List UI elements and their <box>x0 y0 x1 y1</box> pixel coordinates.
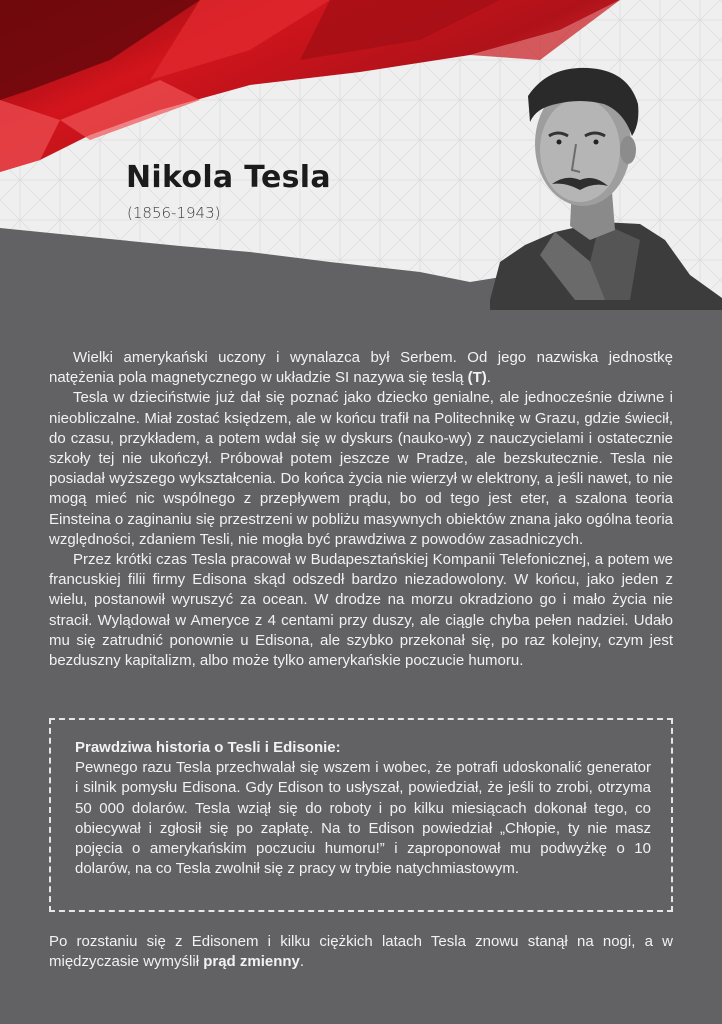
anecdote-box <box>49 718 673 912</box>
outro-section <box>49 932 673 972</box>
anecdote-text: Pewnego razu Tesla przechwalał się wszem i wobec, że potrafi udoskonalić generator i silnik pomysłu Edisona. Gdy Edison to usłyszał, powiedział, że jeśli to zrobi, otrzyma 50 000 dolarów. Tesla wziął się do roboty i po kilku miesiącach dokonał tego, co obiecywał i zgłosił się po zapłatę. Na to Edison powiedział „Chłopie, ty nie masz pojęcia o amerykańskim poczuciu humoru!” i zaproponował mu podwyżkę o 10 dolarów, na co Tesla zwolnił się z pracy w trybie natychmiastowym. <box>75 759 651 878</box>
life-years: (1856-1943) <box>127 204 221 222</box>
intro-paragraph-3: Przez krótki czas Tesla pracował w Budapesztańskiej Kompanii Telefonicznej, a potem we francuskiej filii firmy Edisona skąd odszedł bardzo niezadowolony. W końcu, jako jeden z wielu, postanowił wyruszyć za ocean. W drodze na morzu okradziono go i mało życia nie stracił. Wylądował w Ameryce z 4 centami przy duszy, ale ciągle chyba pełen nadziei. Udało mu się zatrudnić ponownie u Edisona, ale szybko przekonał się, po raz kolejny, czym jest bezduszny kapitalizm, albo może tylko amerykańskie poczucie humoru. <box>49 551 673 670</box>
highlight-term: prąd zmienny <box>203 953 300 971</box>
anecdote-title: Prawdziwa historia o Tesli i Edisonie: <box>75 739 341 756</box>
header-background <box>0 0 722 320</box>
outro-paragraph: Po rozstaniu się z Edisonem i kilku ciężkich latach Tesla znowu stanął na nogi, a w międzyczasie wymyślił prąd zmienny. <box>49 933 673 971</box>
intro-paragraph-2: Tesla w dzieciństwie już dał się poznać jako dziecko genialne, ale jednocześnie dziwne i nieobliczalne. Miał zostać księdzem, ale w końcu trafił na Politechnikę w Grazu, gdzie świecił, do czasu, przykładem, a potem wdał się w dyskurs (nauko-wy) z nauczycielami i ostatecznie szkoły tej nie ukończył. Próbował potem jeszcze w Pradze, ale bezskutecznie. Tesla nie posiadał wyższego wykształcenia. Do końca życia nie wierzył w elektrony, a jeśli nawet, to nie mogą mieć nic wspólnego z przepływem prądu, bo od tego jest eter, a szalona teoria Einsteina o zaginaniu się przestrzeni w pobliżu masywnych obiektów znana jako ogólna teoria względności, zdaniem Tesli, nie mogła być prawdziwa z powodów zasadniczych. <box>49 389 673 548</box>
intro-paragraph-1: Wielki amerykański uczony i wynalazca był Serbem. Od jego nazwiska jednostkę natężenia pola magnetycznego w układzie SI nazywa się teslą (T). <box>49 349 673 387</box>
unit-symbol: (T) <box>467 369 487 387</box>
intro-section <box>49 348 673 671</box>
page-title: Nikola Tesla <box>126 160 331 195</box>
